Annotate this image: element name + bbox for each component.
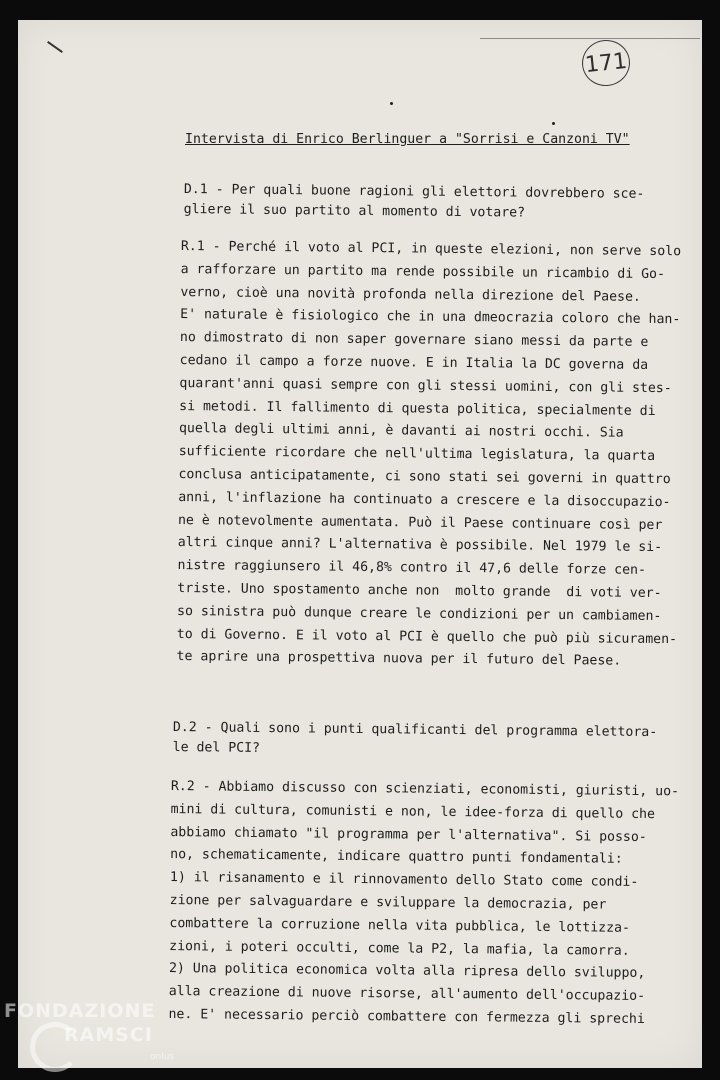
text-line: combattere la corruzione nella vita pubblica, le lottizza- [169,915,631,936]
text-line: no, schematicamente, indicare quattro punti fondamentali: [170,847,623,868]
text-line: zione per salvaguardare e sviluppare la democrazia, per [169,892,607,913]
text-line: 1) il risanamento e il rinnovamento dello Stato come condi- [169,870,639,891]
ink-dot [390,102,393,105]
text-line: ne è notevolmente aumentata. Può il Paese continuare così per [177,512,663,533]
question-2 [173,718,658,762]
text-line: te aprire una prospettiva nuova per il futuro del Paese. [176,649,622,669]
text-line: gliere il suo partito al momento di votare? [183,201,526,221]
text-line: nistre raggiunsero il 46,8% contro il 47,6 delle forze cen- [177,558,647,579]
text-line: le del PCI? [172,739,261,756]
text-line: abbiamo chiamato "il programma per l'alternativa". Si posso- [170,824,647,845]
text-line: a rafforzare un partito ma rende possibile un ricambio di Go- [180,261,666,282]
logo-line-3: onlus [150,1052,175,1062]
text-line: D.1 - Per quali buone ragioni gli elettori dovrebbero sce- [183,181,645,202]
text-line: ne. E' necessario perciò combattere con fermezza gli sprechi [168,1006,645,1027]
text-line: no dimostrato di non saper governare siano messi da parte e [179,330,649,351]
text-line: R.2 - Abbiamo discusso con scienziati, economisti, giuristi, uo- [170,778,680,800]
text-line: anni, l'inflazione ha continuato a crescere e la disoccupazio- [178,489,671,510]
ink-dot [552,122,555,125]
text-line: mini di cultura, comunisti e non, le idee-forza di quello che [170,801,656,822]
text-line: R.1 - Perché il voto al PCI, in queste elezioni, non serve solo [180,238,682,260]
text-line: quella degli ultimi anni, è davanti ai nostri occhi. Sia [178,421,624,442]
text-line: so sinistra può dunque creare le condizioni per un cambiamen- [176,603,662,624]
text-line: alla creazione di nuove risorse, all'aumento dell'occupazio- [168,984,646,1005]
logo-line-1: FONDAZIONE [4,1000,156,1022]
document-title: Intervista di Enrico Berlinguer a "Sorrisi e Canzoni TV" [185,132,630,147]
text-line: triste. Uno spostamento anche non molto grande di voti ver- [177,580,662,602]
text-line: altri cinque anni? L'alternativa è possibile. Nel 1979 le si- [177,535,663,556]
text-line: sufficiente ricordare che nell'ultima legislatura, la quarta [178,444,656,465]
page-number: 171 [580,38,633,89]
text-line: zioni, i poteri occulti, come la P2, la mafia, la camorra. [169,938,630,959]
text-line: cedano il campo a forze nuove. E in Italia la DC governa da [179,352,649,373]
logo-line-2: RAMSCI [64,1024,153,1046]
text-line: si metodi. Il fallimento di questa politica, specialmente di [179,398,656,419]
fondazione-gramsci-logo [4,1000,204,1076]
text-line: to di Governo. E il voto al PCI è quello che può più sicuramen- [176,626,678,647]
text-line: 2) Una politica economica volta alla ripresa dello sviluppo, [168,961,646,982]
text-line: verno, cioè una novità profonda nella direzione del Paese. [180,284,641,305]
text-line: quarant'anni quasi sempre con gli stessi uomini, con gli stes- [179,375,672,396]
text-line: D.2 - Quali sono i punti qualificanti del programma elettora- [172,719,658,741]
answer-1 [176,236,681,674]
question-1 [184,180,645,224]
answer-2 [168,776,679,1032]
text-line: conclusa anticipatamente, ci sono stati sei governi in quattro [178,466,671,488]
top-rule [480,38,700,39]
text-line: E' naturale è fisiologico che in una dmeocrazia coloro che han- [180,307,681,328]
